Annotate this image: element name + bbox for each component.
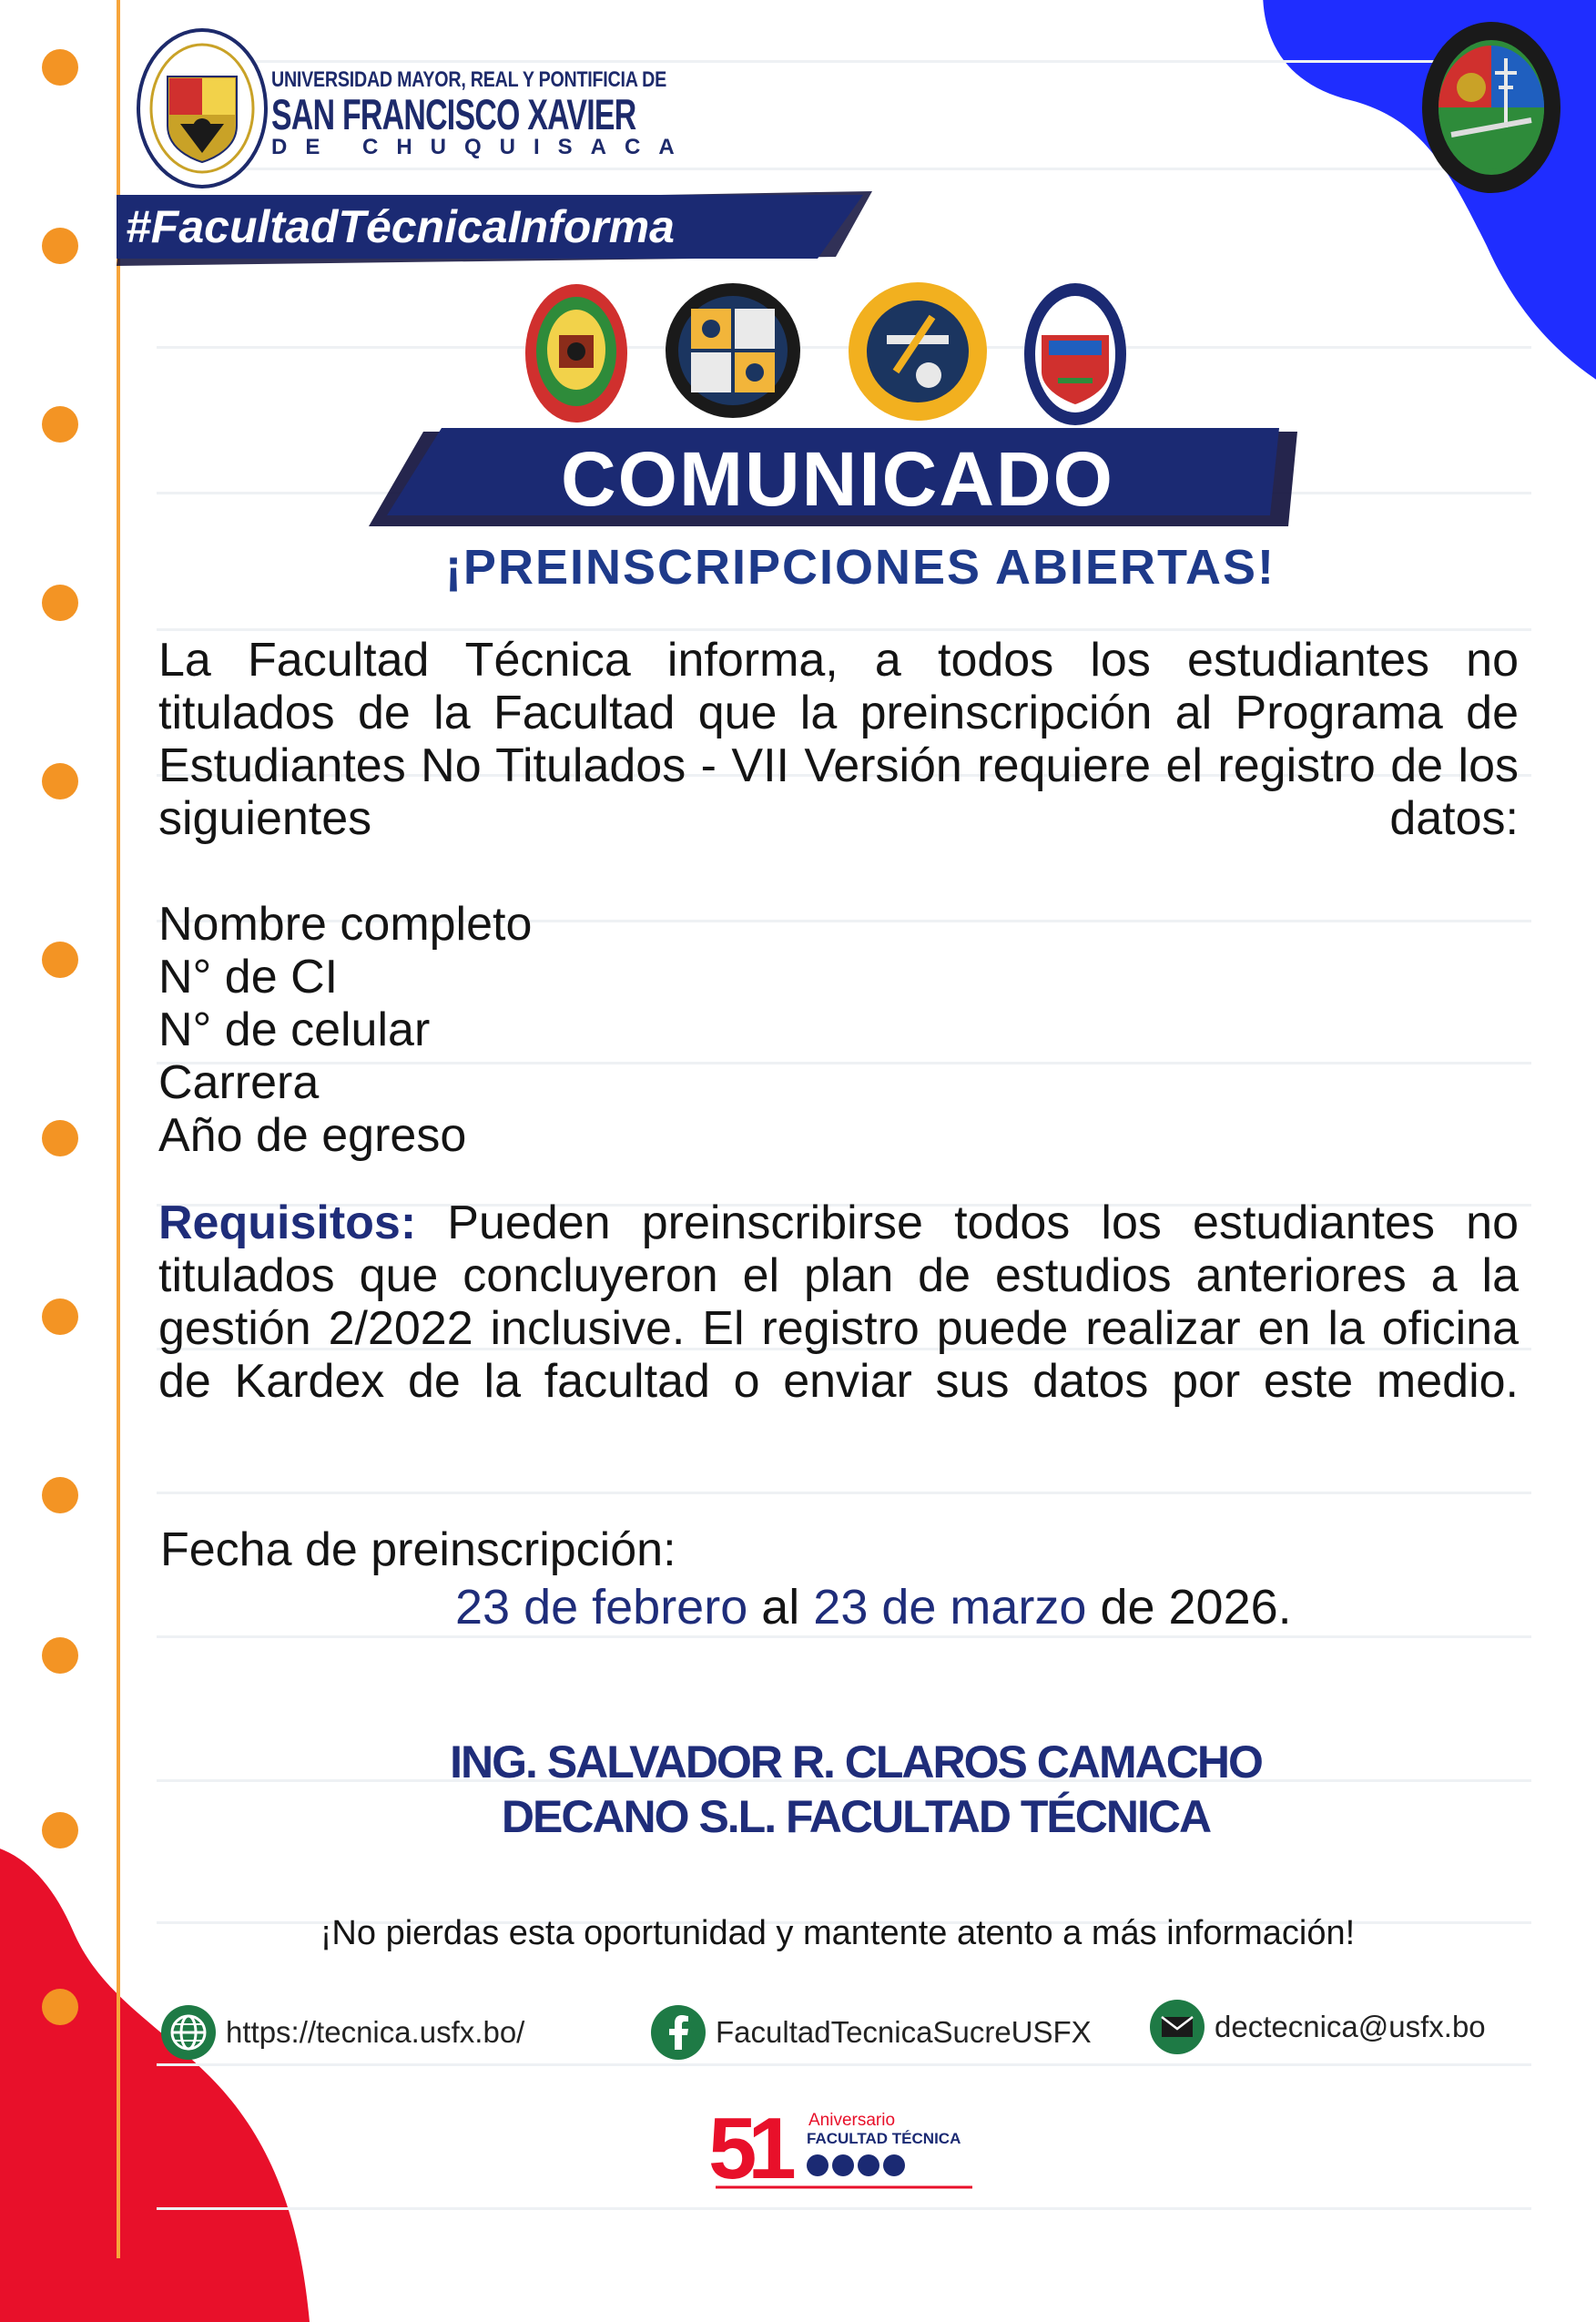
ruled-line (157, 60, 1531, 63)
website-link[interactable]: https://tecnica.usfx.bo/ (226, 2015, 525, 2049)
date-end: 23 de marzo (813, 1580, 1087, 1635)
ruled-line (157, 2063, 1531, 2066)
requirements-label: Requisitos: (158, 1197, 417, 1249)
ruled-line (157, 1635, 1531, 1638)
anniversary-line1: Aniversario (808, 2111, 896, 2130)
binder-hole (42, 942, 78, 978)
binder-hole (42, 406, 78, 443)
binder-hole (42, 763, 78, 799)
binder-hole (42, 228, 78, 264)
email-contact[interactable] (1149, 1998, 1486, 2056)
closing-message: ¡No pierdas esta oportunidad y mantente atento a más información! (320, 1914, 1356, 1952)
hashtag-label: #FacultadTécnicaInforma (126, 201, 675, 252)
university-seal-logo (135, 25, 269, 191)
ruled-line (157, 2207, 1531, 2210)
email-link[interactable]: dectecnica@usfx.bo (1215, 2010, 1486, 2043)
binder-hole (42, 1989, 78, 2025)
mail-icon (1149, 1999, 1205, 2055)
ruled-line (157, 168, 1531, 170)
ruled-line (157, 1492, 1531, 1494)
faculty-emblem-logo (1418, 18, 1564, 197)
notebook-margin-line (117, 0, 120, 2258)
binder-hole (42, 1120, 78, 1156)
globe-icon (160, 2004, 217, 2061)
website-contact[interactable] (160, 2003, 524, 2062)
preinscription-date-label: Fecha de preinscripción: (160, 1523, 676, 1576)
date-connector: al (747, 1580, 814, 1635)
anniversary-logo (708, 2100, 981, 2191)
list-item: Nombre completo (158, 898, 533, 951)
list-item: N° de CI (158, 951, 339, 1003)
binder-hole (42, 1637, 78, 1674)
list-item: N° de celular (158, 1003, 431, 1056)
requirements-paragraph (158, 1197, 1519, 1408)
list-item: Año de egreso (158, 1109, 467, 1162)
intro-paragraph: La Facultad Técnica informa, a todos los estudiantes no titulados de la Facultad que la preinscripción al Programa de Estudiantes No Titulados - VII Versión requiere el registro de los siguientes datos: (158, 634, 1519, 845)
department-logo-1 (523, 280, 630, 426)
facebook-page-link[interactable]: FacultadTecnicaSucreUSFX (716, 2015, 1092, 2049)
signer-name: ING. SALVADOR R. CLAROS CAMACHO (450, 1736, 1262, 1787)
page-subtitle: ¡PREINSCRIPCIONES ABIERTAS! (444, 540, 1276, 595)
anniversary-line2: FACULTAD TÉCNICA (807, 2130, 961, 2147)
anniversary-number: 51 (708, 2100, 788, 2191)
department-logo-2 (663, 280, 803, 421)
preinscription-date-range (455, 1579, 1292, 1635)
department-logo-3 (841, 280, 994, 423)
binder-hole (42, 1812, 78, 1848)
binder-hole (42, 585, 78, 621)
binder-hole (42, 49, 78, 86)
date-year: de 2026. (1086, 1580, 1292, 1635)
signer-position: DECANO S.L. FACULTAD TÉCNICA (501, 1791, 1211, 1842)
page-title: COMUNICADO (561, 436, 1114, 522)
list-item: Carrera (158, 1056, 320, 1109)
university-name-line2: SAN FRANCISCO XAVIER (271, 90, 636, 138)
facebook-contact[interactable] (650, 2003, 1092, 2062)
binder-hole (42, 1298, 78, 1335)
university-name-line3: DE CHUQUISACA (271, 135, 693, 159)
date-start: 23 de febrero (455, 1580, 748, 1635)
requirements-text: Pueden preinscribirse todos los estudiantes no titulados que concluyeron el plan de estudios anteriores a la gestión 2/2022 inclusive. El registro puede realizar en la oficina de Kardex de la facultad o enviar sus datos por este medio. (158, 1197, 1519, 1408)
required-fields-list (158, 898, 532, 1162)
university-name-line1: UNIVERSIDAD MAYOR, REAL Y PONTIFICIA DE (271, 67, 667, 92)
department-logo-4 (1022, 280, 1129, 428)
facebook-icon (650, 2004, 707, 2061)
ruled-line (157, 628, 1531, 631)
binder-hole (42, 1477, 78, 1513)
red-corner-blob (0, 1812, 328, 2322)
